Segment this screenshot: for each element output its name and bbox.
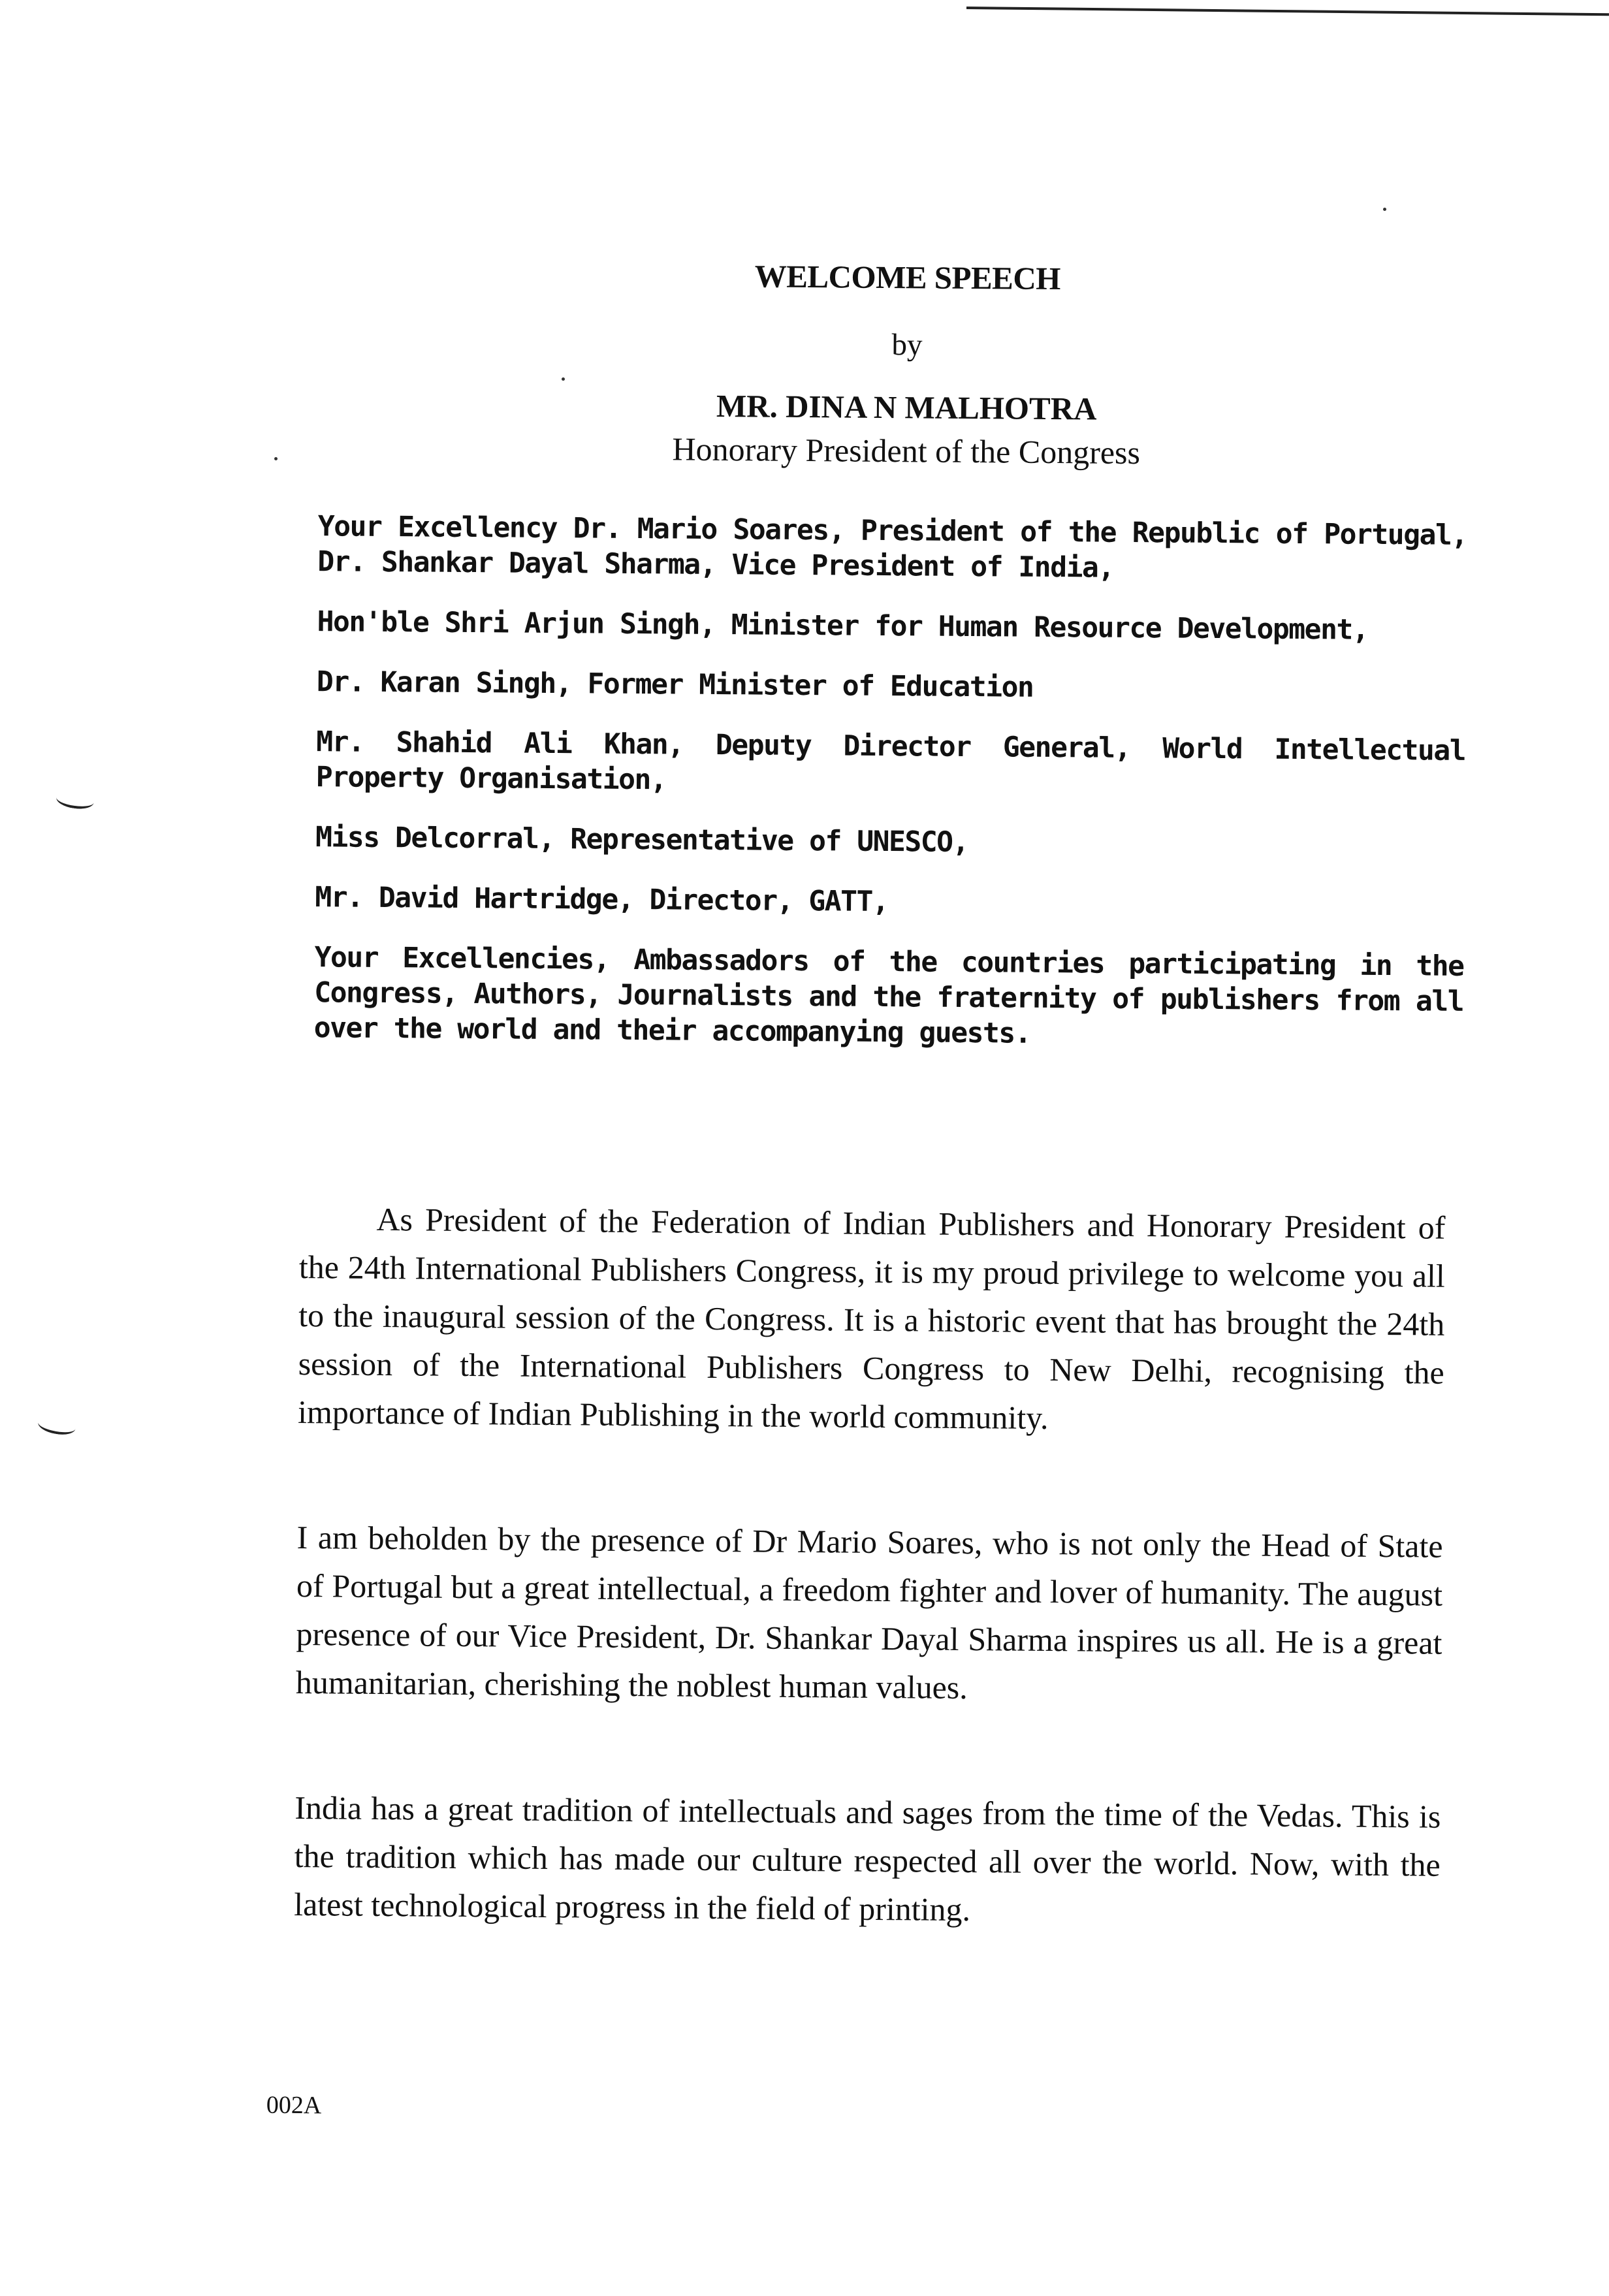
- salutation-list: [313, 509, 1467, 1079]
- scan-speck: [562, 377, 565, 381]
- scan-speck: [274, 457, 278, 460]
- salutation-line: Miss Delcorral, Representative of UNESCO,: [315, 821, 969, 859]
- body-paragraph: As President of the Federation of Indian Publishers and Honorary President of the 24th International Publishers Congress, it is my proud privilege to welcome you all to the inaugural session of the Congress. It is a historic event that has brought the 24th session of the International Publishers Congress to New Delhi, recognising the importance of Indian Publishing in the world community.: [297, 1200, 1446, 1437]
- salutation-line: Dr. Karan Singh, Former Minister of Education: [316, 665, 1034, 704]
- salutation-line: Your Excellency Dr. Mario Soares, President of the Republic of Portugal, Dr. Shankar Dayal Sharma, Vice President of India,: [317, 510, 1467, 584]
- document-title: WELCOME SPEECH: [754, 258, 1061, 297]
- speaker-role: Honorary President of the Congress: [672, 430, 1141, 471]
- speaker-name: MR. DINA N MALHOTRA: [716, 387, 1097, 427]
- body-paragraph: I am beholden by the presence of Dr Mario Soares, who is not only the Head of State of Portugal but a great intellectual, a freedom fighter and lover of humanity. The august presence of our Vice President, Dr. Shankar Dayal Sharma inspires us all. He is a great humanitarian, cherishing the noblest human values.: [295, 1518, 1443, 1706]
- salutation-line: Mr. David Hartridge, Director, GATT,: [315, 881, 889, 919]
- page-code: 002A: [266, 2091, 322, 2120]
- salutation-line: Mr. Shahid Ali Khan, Deputy Director General, World Intellectual Property Organisation,: [315, 725, 1466, 797]
- speech-body: [293, 1194, 1446, 2015]
- salutation-line: Hon'ble Shri Arjun Singh, Minister for Human Resource Development,: [317, 605, 1369, 646]
- byline-by: by: [891, 328, 923, 362]
- scan-speck: [1383, 208, 1386, 211]
- body-paragraph: India has a great tradition of intellectuals and sages from the time of the Vedas. This is the tradition which has made our culture respected all over the world. Now, with the latest technological progress in the field of printing.: [293, 1789, 1441, 1928]
- salutation-line: Your Excellencies, Ambassadors of the countries participating in the Congress, Authors, Journalists and the fraternity of publishers from all over the world and their accompanying guests.: [313, 941, 1464, 1050]
